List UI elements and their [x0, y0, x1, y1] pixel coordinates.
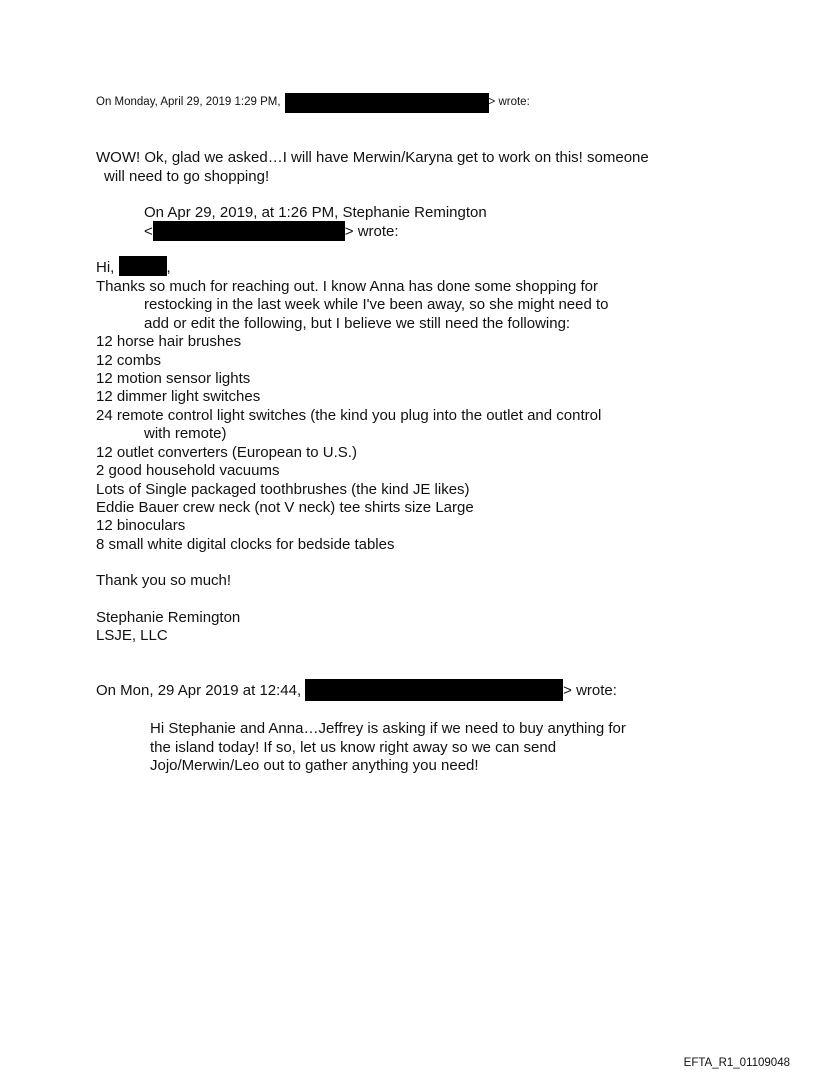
greeting-suffix: , — [166, 259, 171, 276]
message3-line1: Hi Stephanie and Anna…Jeffrey is asking if we need to buy anything for — [150, 720, 626, 737]
list-item: 12 binoculars — [96, 517, 186, 534]
list-item: 12 combs — [96, 352, 162, 369]
quote3-prefix: On Mon, 29 Apr 2019 at 12:44, — [96, 682, 302, 699]
list-item: 24 remote control light switches (the kind you plug into the outlet and control — [96, 407, 602, 424]
redacted-email — [153, 221, 345, 241]
list-item: 12 outlet converters (European to U.S.) — [96, 444, 357, 461]
redacted-email — [305, 679, 563, 701]
list-item: 8 small white digital clocks for bedside tables — [96, 536, 395, 553]
thanks-line: Thank you so much! — [96, 572, 232, 589]
intro-line1: Thanks so much for reaching out. I know Anna has done some shopping for — [96, 278, 598, 295]
quote-header-prefix: On Monday, April 29, 2019 1:29 PM, — [96, 96, 281, 108]
signature-name: Stephanie Remington — [96, 609, 241, 626]
redacted-name — [119, 256, 167, 276]
quote2-close: > wrote: — [344, 223, 399, 240]
list-item: Eddie Bauer crew neck (not V neck) tee shirts size Large — [96, 499, 474, 516]
quote2-open: < — [144, 223, 153, 240]
reply1-line1: WOW! Ok, glad we asked…I will have Merwin/Karyna get to work on this! someone — [96, 149, 649, 166]
redacted-email — [285, 93, 489, 113]
signature-company: LSJE, LLC — [96, 627, 168, 644]
quote3-line — [96, 683, 617, 701]
list-item: with remote) — [144, 425, 227, 442]
reply1-line2: will need to go shopping! — [104, 168, 270, 185]
document-id: EFTA_R1_01109048 — [683, 1057, 790, 1069]
list-item: 12 motion sensor lights — [96, 370, 251, 387]
quote-header-1 — [96, 97, 530, 113]
list-item: 12 horse hair brushes — [96, 333, 242, 350]
greeting — [96, 260, 171, 276]
intro-line3: add or edit the following, but I believe we still need the following: — [144, 315, 571, 332]
quote2-line2 — [144, 224, 399, 241]
message3-line3: Jojo/Merwin/Leo out to gather anything you need! — [150, 757, 479, 774]
quote3-suffix: > wrote: — [563, 682, 617, 699]
list-item: 12 dimmer light switches — [96, 388, 261, 405]
intro-line2: restocking in the last week while I've been away, so she might need to — [144, 296, 609, 313]
quote-header-suffix: > wrote: — [488, 96, 530, 108]
greeting-prefix: Hi, — [96, 259, 115, 276]
message3-line2: the island today! If so, let us know right away so we can send — [150, 739, 557, 756]
quote2-line1: On Apr 29, 2019, at 1:26 PM, Stephanie Remington — [144, 204, 487, 221]
list-item: 2 good household vacuums — [96, 462, 280, 479]
list-item: Lots of Single packaged toothbrushes (the kind JE likes) — [96, 481, 470, 498]
